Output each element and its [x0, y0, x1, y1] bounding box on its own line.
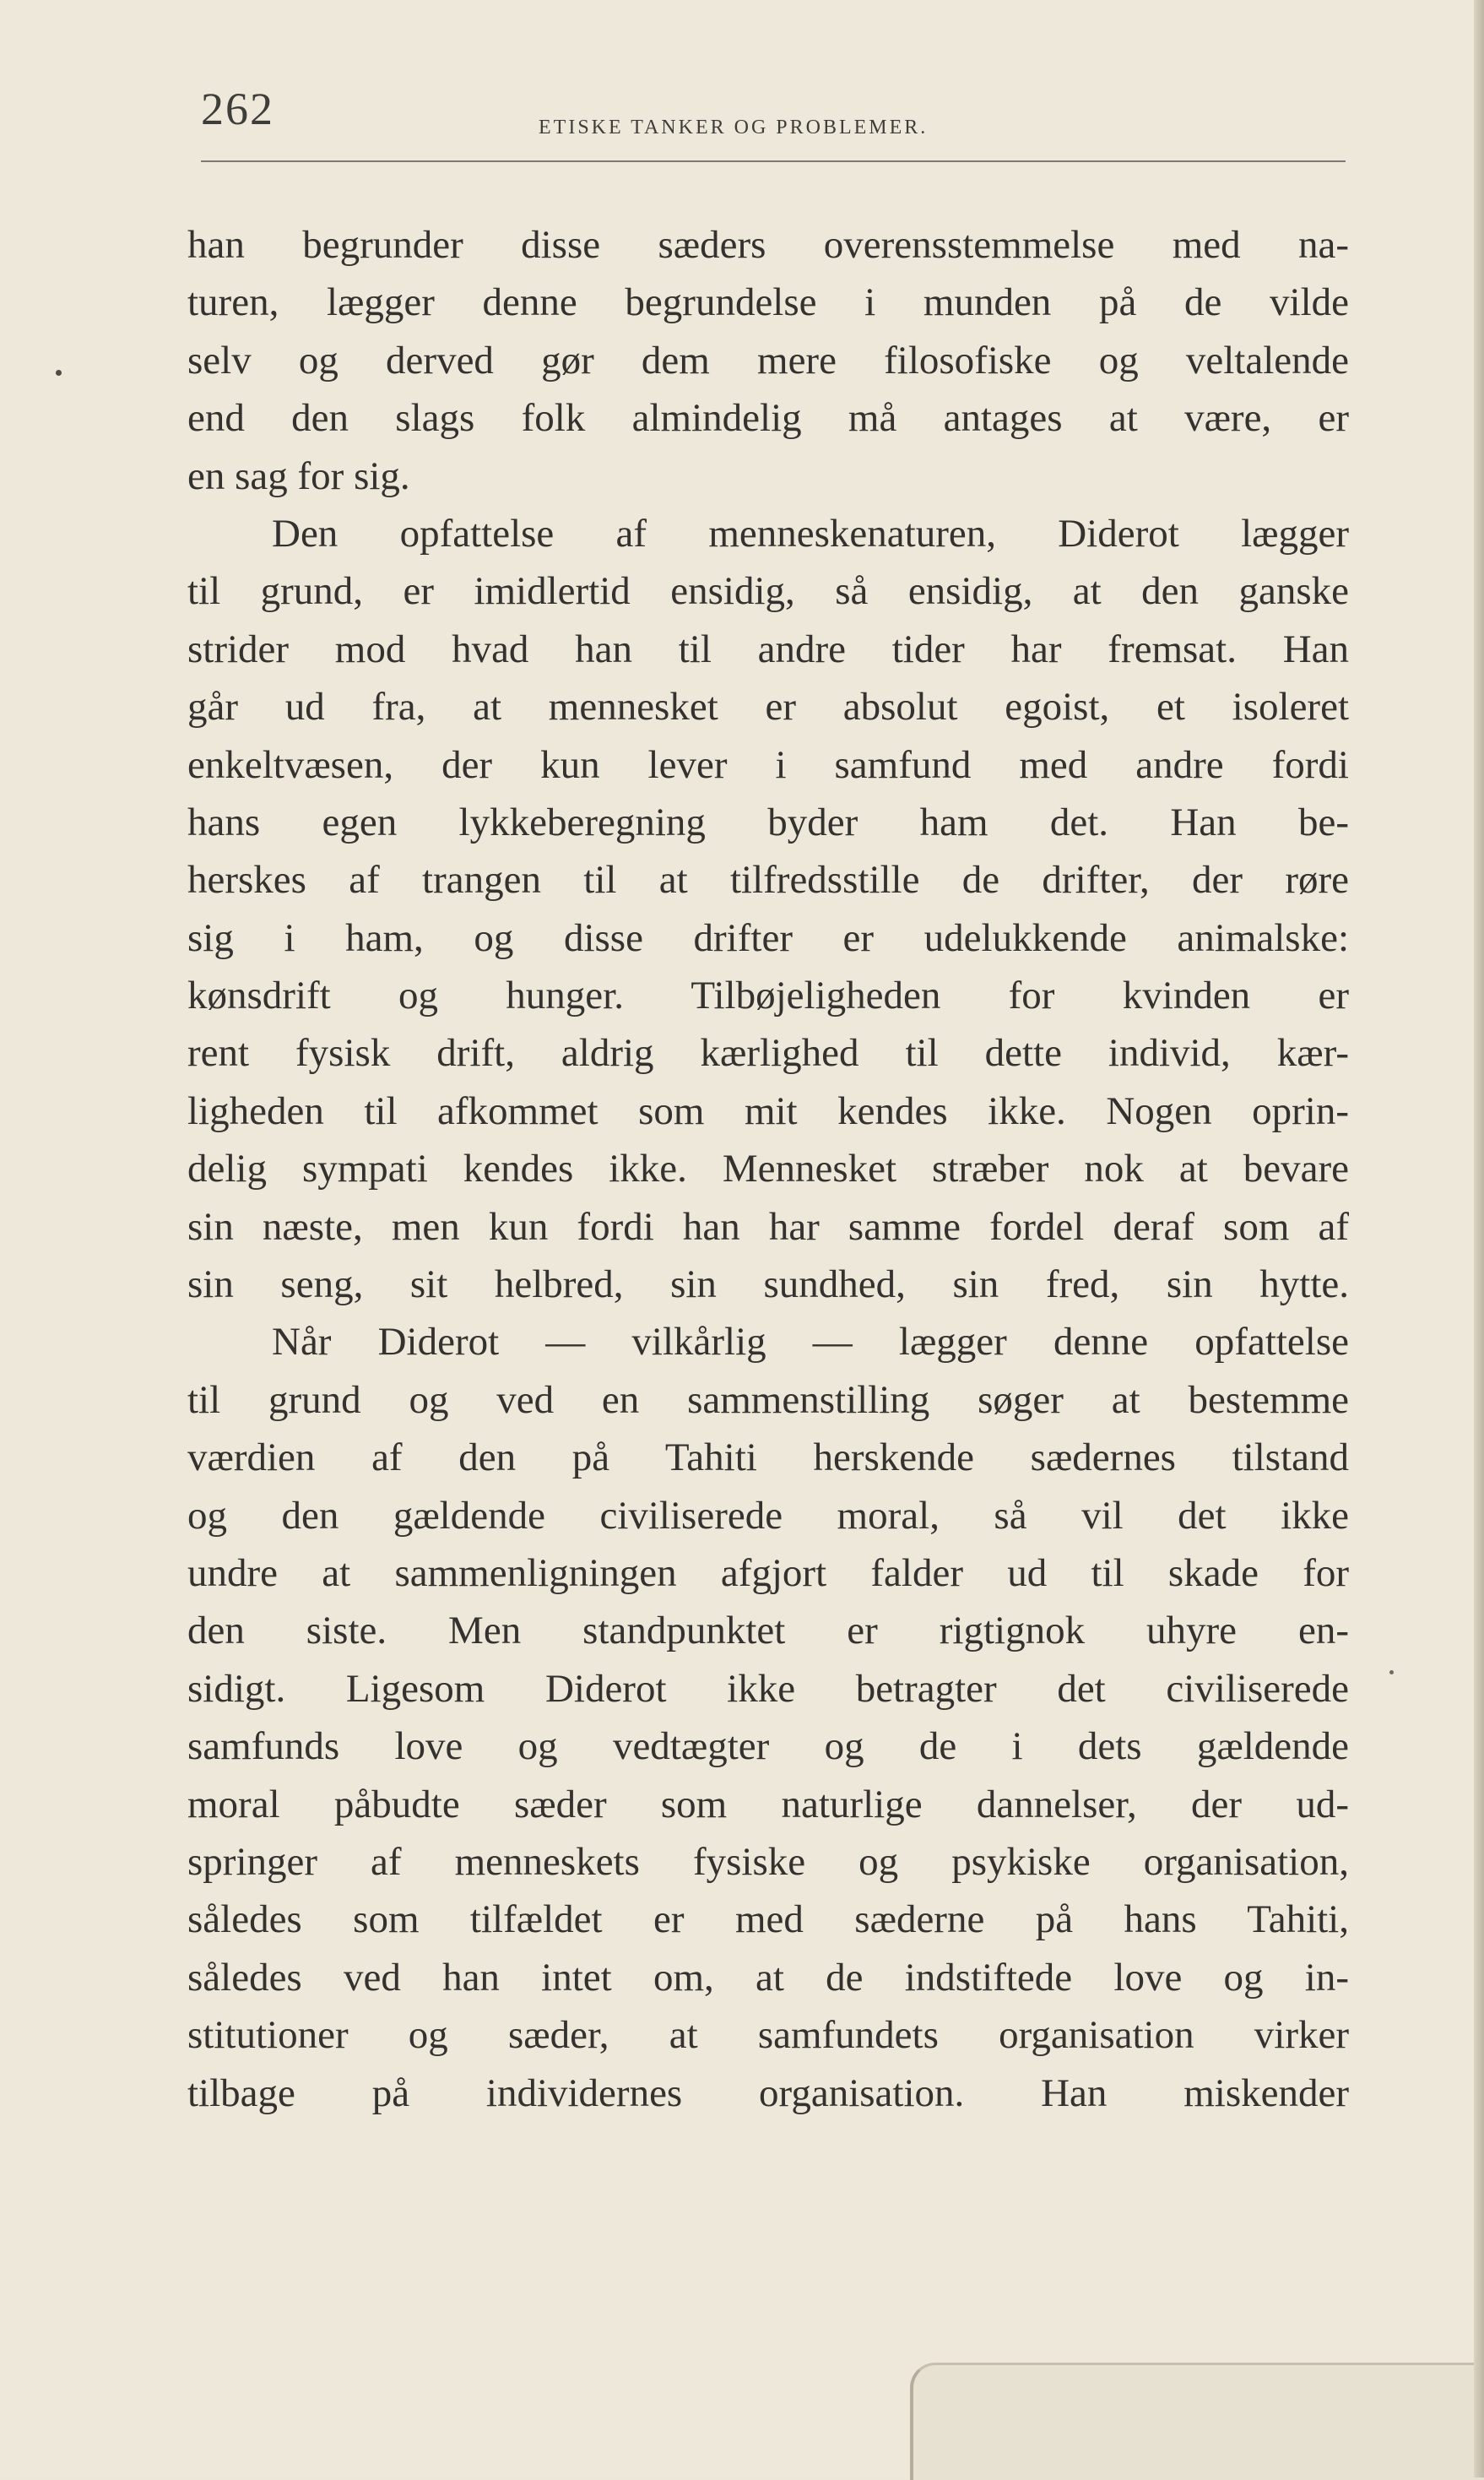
- text-line: hans egen lykkeberegning byder ham det. Han be-: [187, 800, 1349, 844]
- body-text: [187, 216, 1349, 2122]
- text-line: værdien af den på Tahiti herskende sædernes tilstand: [187, 1435, 1349, 1480]
- text-line: og den gældende civiliserede moral, så vil det ikke: [187, 1493, 1349, 1538]
- text-line: turen, lægger denne begrundelse i munden på de vilde: [187, 280, 1349, 325]
- text-line: sig i ham, og disse drifter er udelukkende animalske:: [187, 915, 1349, 960]
- text-line: springer af menneskets fysiske og psykiske organisation,: [187, 1839, 1349, 1884]
- text-line: til grund og ved en sammenstilling søger at bestemme: [187, 1377, 1349, 1422]
- text-line: tilbage på individernes organisation. Han miskender: [187, 2070, 1349, 2115]
- text-line: herskes af trangen til at tilfredsstille de drifter, der røre: [187, 858, 1349, 903]
- page-edge-shadow: [1474, 0, 1484, 2477]
- text-line: strider mod hvad han til andre tider har fremsat. Han: [187, 627, 1349, 671]
- text-line: går ud fra, at mennesket er absolut egoist, et isoleret: [187, 685, 1349, 730]
- running-title: ETISKE TANKER OG PROBLEMER.: [539, 117, 929, 138]
- text-line: således ved han intet om, at de indstiftede love og in-: [187, 1955, 1349, 2000]
- text-line: samfunds love og vedtægter og de i dets gældende: [187, 1724, 1349, 1769]
- text-line: delig sympati kendes ikke. Mennesket stræber nok at bevare: [187, 1147, 1349, 1191]
- paper-slip-corner: [910, 2363, 1484, 2480]
- page-number: 262: [201, 84, 274, 134]
- text-line: selv og derved gør dem mere filosofiske og veltalende: [187, 338, 1349, 383]
- page-header: [184, 83, 1349, 164]
- text-line: den siste. Men standpunktet er rigtignok uhyre en-: [187, 1609, 1349, 1653]
- text-line: Når Diderot — vilkårlig — lægger denne opfattelse: [272, 1320, 1349, 1365]
- text-line: ligheden til afkommet som mit kendes ikke. Nogen oprin-: [187, 1088, 1349, 1133]
- text-line: stitutioner og sæder, at samfundets organisation virker: [187, 2013, 1349, 2058]
- text-line: Den opfattelse af menneskenaturen, Diderot lægger: [272, 511, 1349, 556]
- margin-speck: [1389, 1670, 1394, 1674]
- text-line: enkeltvæsen, der kun lever i samfund med andre fordi: [187, 742, 1349, 787]
- margin-speck: [56, 370, 62, 376]
- text-line: en sag for sig.: [187, 453, 410, 498]
- text-line: moral påbudte sæder som naturlige dannelser, der ud-: [187, 1782, 1349, 1826]
- text-line: således som tilfældet er med sæderne på hans Tahiti,: [187, 1897, 1349, 1942]
- text-line: sin næste, men kun fordi han har samme fordel deraf som af: [187, 1204, 1349, 1249]
- text-line: sidigt. Ligesom Diderot ikke betragter det civiliserede: [187, 1666, 1349, 1711]
- text-line: sin seng, sit helbred, sin sundhed, sin fred, sin hytte.: [187, 1262, 1349, 1307]
- text-line: han begrunder disse sæders overensstemmelse med na-: [187, 223, 1349, 267]
- text-line: end den slags folk almindelig må antages at være, er: [187, 396, 1349, 441]
- text-line: undre at sammenligningen afgjort falder ud til skade for: [187, 1550, 1349, 1595]
- text-line: kønsdrift og hunger. Tilbøjeligheden for kvinden er: [187, 974, 1349, 1018]
- text-line: til grund, er imidlertid ensidig, så ensidig, at den ganske: [187, 569, 1349, 614]
- text-line: rent fysisk drift, aldrig kærlighed til dette individ, kær-: [187, 1031, 1349, 1076]
- header-rule: [201, 160, 1346, 162]
